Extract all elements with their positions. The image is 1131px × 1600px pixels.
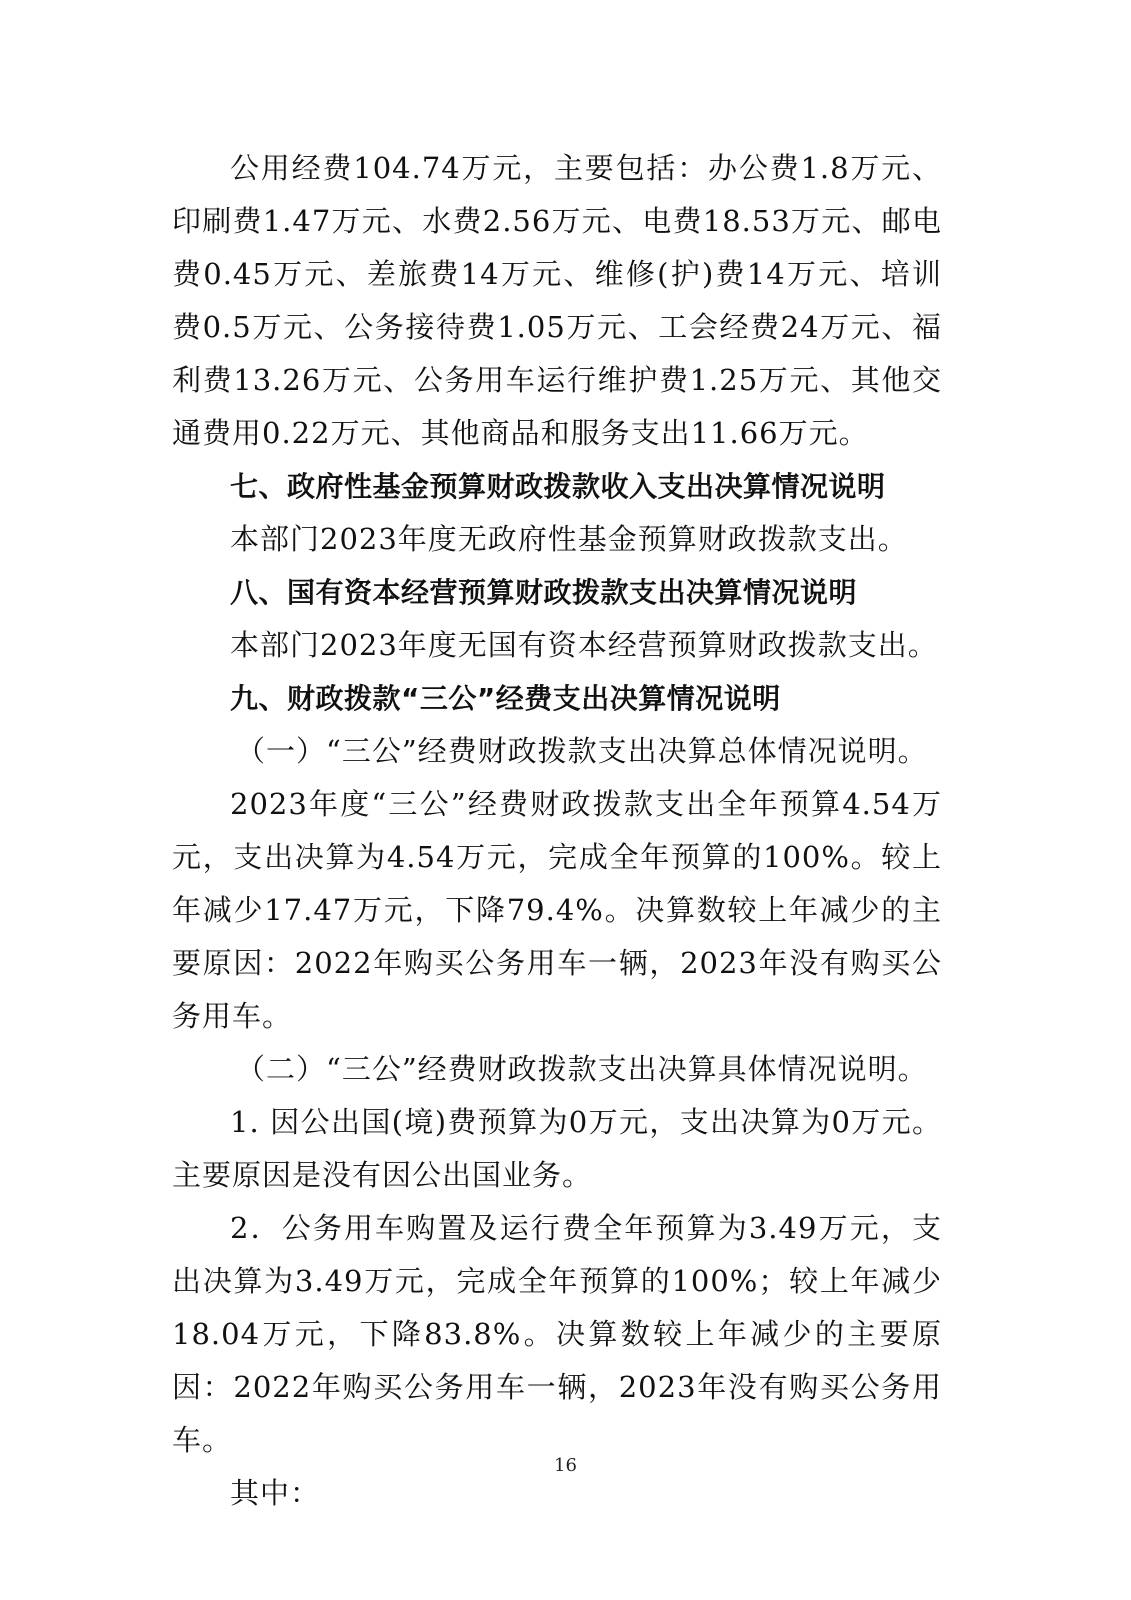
paragraph-section-8: 本部门2023年度无国有资本经营预算财政拨款支出。 xyxy=(230,628,938,662)
section-heading-7: 七、政府性基金预算财政拨款收入支出决算情况说明 xyxy=(230,470,886,503)
paragraph-section-7: 本部门2023年度无政府性基金预算财政拨款支出。 xyxy=(230,522,908,556)
document-body xyxy=(172,142,942,1520)
subsection-heading-1: （一）“三公”经费财政拨款支出决算总体情况说明。 xyxy=(236,734,928,768)
paragraph-public-expenses: 公用经费104.74万元，主要包括：办公费1.8万元、印刷费1.47万元、水费2.56万元、电费18.53万元、邮电费0.45万元、差旅费14万元、维修(护)费14万元、培训费0.5万元、公务接待费1.05万元、工会经费24万元、福利费13.26万元、公务用车运行维护费1.25万元、其他交通费用0.22万元、其他商品和服务支出11.66万元。 xyxy=(172,151,942,450)
paragraph-overall: 2023年度“三公”经费财政拨款支出全年预算4.54万元，支出决算为4.54万元，完成全年预算的100%。较上年减少17.47万元，下降79.4%。决算数较上年减少的主要原因：2022年购买公务用车一辆，2023年没有购买公务用车。 xyxy=(172,787,942,1033)
paragraph-among: 其中： xyxy=(230,1476,321,1510)
subsection-heading-2: （二）“三公”经费财政拨款支出决算具体情况说明。 xyxy=(236,1052,928,1086)
paragraph-item-1: 1. 因公出国(境)费预算为0万元，支出决算为0万元。主要原因是没有因公出国业务。 xyxy=(172,1105,942,1192)
section-heading-8: 八、国有资本经营预算财政拨款支出决算情况说明 xyxy=(230,576,858,609)
page-number: 16 xyxy=(554,1455,577,1476)
section-heading-9: 九、财政拨款“三公”经费支出决算情况说明 xyxy=(230,682,781,715)
paragraph-item-2: 2．公务用车购置及运行费全年预算为3.49万元，支出决算为3.49万元，完成全年预算的100%；较上年减少18.04万元，下降83.8%。决算数较上年减少的主要原因：2022年购买公务用车一辆，2023年没有购买公务用车。 xyxy=(172,1211,942,1457)
